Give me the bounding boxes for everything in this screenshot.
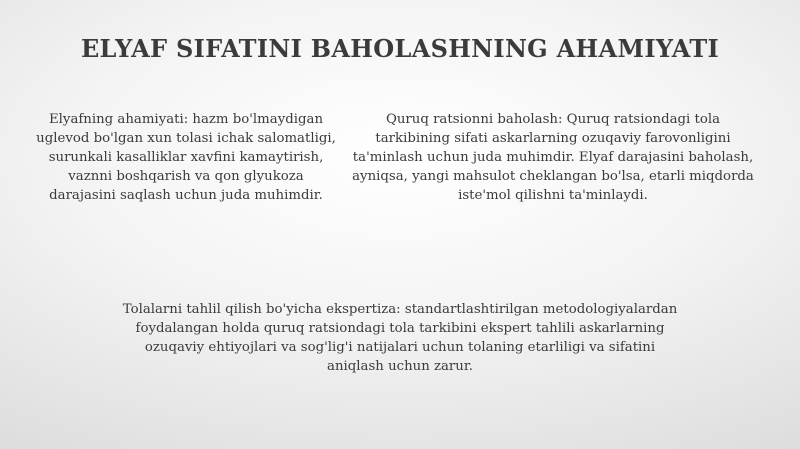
fiber-importance-text: Elyafning ahamiyati: hazm bo'lmaydigan uglevod bo'lgan xun tolasi ichak salomatligi, surunkali kasalliklar xavfini kamaytirish, vaznni boshqarish va qon glyukoza darajasini saqlash uchun juda muhimdir. <box>36 112 336 203</box>
slide-title: ELYAF SIFATINI BAHOLASHNING AHAMIYATI <box>80 34 720 63</box>
dry-ration-assessment-text: Quruq ratsionni baholash: Quruq ratsiondagi tola tarkibining sifati askarlarning ozuqaviy farovonligini ta'minlash uchun juda muhimdir. Elyaf darajasini baholash, ayniqsa, yangi mahsulot cheklangan bo'lsa, etarli miqdorda iste'mol qilishni ta'minlaydi. <box>352 112 754 203</box>
fiber-analysis-expertise-text: Tolalarni tahlil qilish bo'yicha ekspertiza: standartlashtirilgan metodologiyalardan foydalangan holda quruq ratsiondagi tola tarkibini ekspert tahlili askarlarning ozuqaviy ehtiyojlari va sog'lig'i natijalari uchun tolaning etarliligi va sifatini aniqlash uchun zarur. <box>122 302 678 374</box>
